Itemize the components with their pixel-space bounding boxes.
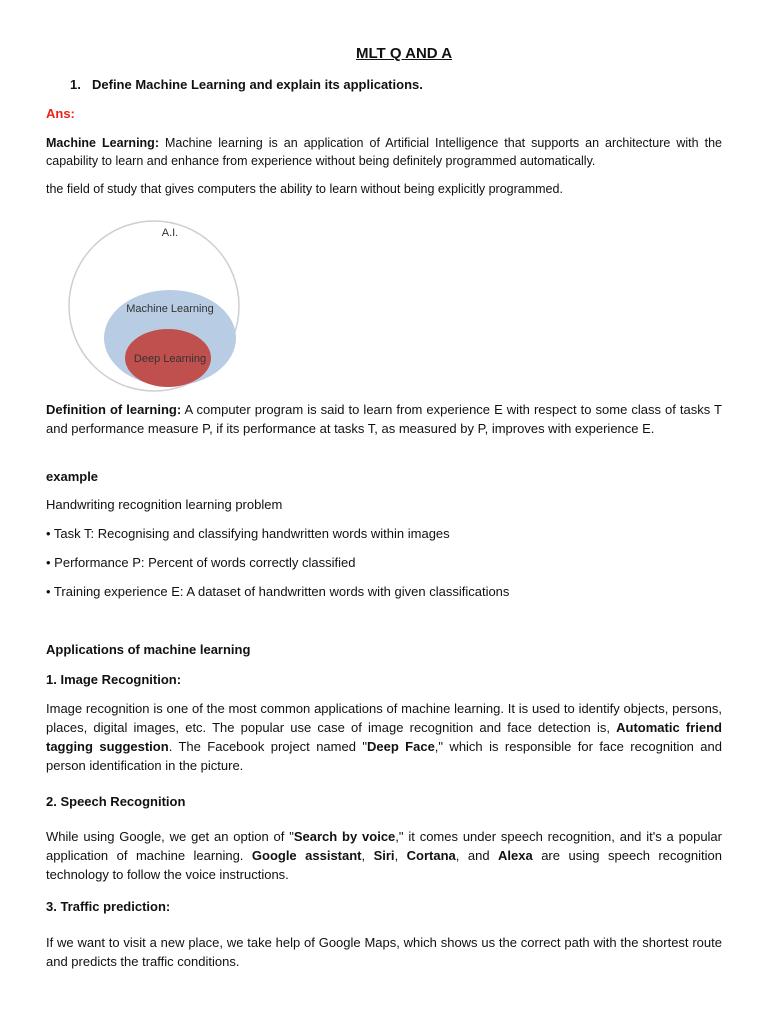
app1-text-part: . The Facebook project named ": [168, 739, 367, 754]
app2-heading: 2. Speech Recognition: [46, 794, 186, 809]
question-text: Define Machine Learning and explain its applications.: [92, 77, 423, 92]
app3-heading: 3. Traffic prediction:: [46, 899, 171, 914]
bullet-experience: • Training experience E: A dataset of handwritten words with given classifications: [46, 584, 510, 599]
app2-text-part: are using speech recognition technology to follow the voice instructions.: [46, 848, 722, 882]
answer-label: Ans:: [46, 106, 75, 121]
app2-text: [46, 827, 722, 884]
app2-bold-siri: Siri: [373, 848, 395, 863]
bullet-task: • Task T: Recognising and classifying handwritten words within images: [46, 526, 450, 541]
field-of-study-text: the field of study that gives computers the ability to learn without being explicitly programmed.: [46, 182, 563, 196]
app1-text-part: Image recognition is one of the most common applications of machine learning. It is used to identify objects, persons, places, digital images, etc. The popular use case of image recognition and face detection is,: [46, 701, 722, 735]
question-number: 1.: [70, 77, 81, 92]
ml-label: Machine Learning: [126, 303, 214, 315]
learning-definition: [46, 400, 722, 438]
applications-heading: Applications of machine learning: [46, 642, 251, 657]
learning-term: Definition of learning:: [46, 402, 182, 417]
ml-definition: [46, 134, 722, 170]
ai-ml-dl-diagram: [66, 218, 246, 394]
app2-bold-alexa: Alexa: [498, 848, 533, 863]
ml-definition-text: Machine learning is an application of Artificial Intelligence that supports an architecture with the capability to learn and enhance from experience without being definitely programmed automatically.: [46, 136, 722, 168]
app2-bold-search-by-voice: Search by voice: [293, 829, 396, 844]
app3-text: If we want to visit a new place, we take help of Google Maps, which shows us the correct path with the shortest route and predicts the traffic conditions.: [46, 935, 722, 969]
app1-bold-tagging: Automatic friend tagging suggestion: [46, 720, 722, 754]
app2-text-part: ,: [361, 848, 374, 863]
app2-text-part: ,: [394, 848, 407, 863]
question-heading: [70, 77, 423, 92]
app1-heading: 1. Image Recognition:: [46, 672, 182, 687]
app2-bold-google-assistant: Google assistant: [251, 848, 362, 863]
bullet-performance: • Performance P: Percent of words correctly classified: [46, 555, 356, 570]
app1-text: [46, 699, 722, 775]
app1-text-part: ," which is responsible for face recognition and person identification in the picture.: [46, 739, 722, 773]
app2-text-part: , and: [455, 848, 499, 863]
example-heading: example: [46, 469, 99, 484]
example-intro: Handwriting recognition learning problem: [46, 497, 283, 512]
ai-label: A.I.: [161, 227, 179, 239]
app2-text-part: ," it comes under speech recognition, and it's a popular application of machine learning.: [46, 829, 722, 863]
page-title: MLT Q AND A: [355, 45, 453, 62]
learning-definition-text: A computer program is said to learn from experience E with respect to some class of tasks T and performance measure P, if its performance at tasks T, as measured by P, improves with experience E.: [46, 402, 722, 436]
app1-bold-deepface: Deep Face: [366, 739, 435, 754]
app2-bold-cortana: Cortana: [406, 848, 456, 863]
dl-label: Deep Learning: [133, 353, 207, 365]
app2-text-part: While using Google, we get an option of ": [46, 829, 294, 844]
ml-term: Machine Learning:: [46, 136, 159, 150]
